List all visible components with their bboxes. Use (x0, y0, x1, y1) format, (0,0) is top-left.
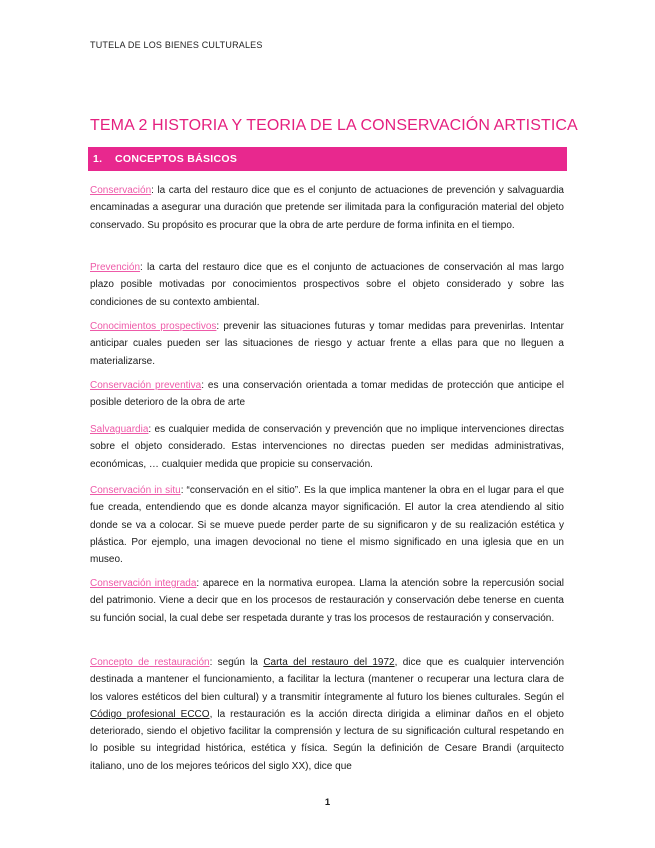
section-number: 1. (93, 153, 103, 165)
paragraph-conservacion (90, 182, 564, 234)
definition-text: : aparece en la normativa europea. Llama la atención sobre la repercusión social del patrimonio. Viene a decir que en los procesos de restauración y conservación debe tenerse en cuenta su función social, la cual debe ser respetada durante y tras los procesos de restauración y conservación. (90, 578, 564, 624)
term-prevencion: Prevención (90, 262, 141, 273)
definition-text: : es cualquier medida de conservación y prevención que no implique intervenciones directas sobre el objeto considerado. Estas intervenciones no directas pueden ser medidas administrativas, económicas, … cualquier medida que propicie su conservación. (90, 424, 564, 470)
definition-text: , dice que es cualquier intervención destinada a mantener el funcionamiento, a facilitar la lectura (mantener o recuperar una lectura clara de los valores estéticos del bien cultural) y a transmitir íntegramente al futuro los bienes culturales. Según el (90, 657, 565, 703)
paragraph-conservacion-integrada (90, 575, 564, 627)
paragraph-conocimientos-prospectivos (90, 318, 564, 370)
definition-text: : prevenir las situaciones futuras y tomar medidas para prevenirlas. Intentar anticipar cuales pueden ser las situaciones de riesgo y actuar frente a ellas para que no lleguen a materializarse. (90, 321, 564, 367)
term-conservacion-in-situ: Conservación in situ (90, 485, 181, 496)
reference-carta-del-restauro: Carta del restauro del 1972 (263, 657, 395, 668)
definition-text: : según la (209, 657, 264, 668)
running-header: TUTELA DE LOS BIENES CULTURALES (90, 40, 263, 50)
term-salvaguardia: Salvaguardia (90, 424, 149, 435)
term-conservacion-integrada: Conservación integrada (90, 578, 197, 589)
page-number: 1 (324, 797, 331, 808)
page-title: TEMA 2 HISTORIA Y TEORIA DE LA CONSERVACIÓN ARTISTICA (90, 117, 578, 134)
term-conservacion: Conservación (90, 185, 152, 196)
paragraph-salvaguardia (90, 421, 564, 473)
definition-text: : la carta del restauro dice que es el conjunto de actuaciones de conservación al mas largo plazo posible motivadas por conocimientos prospectivos sobre el objeto considerado y sobre las condiciones de su contexto ambiental. (90, 262, 564, 308)
section-label: CONCEPTOS BÁSICOS (115, 153, 238, 165)
term-concepto-de-restauracion: Concepto de restauración (90, 657, 210, 668)
paragraph-prevencion (90, 259, 564, 311)
paragraph-conservacion-preventiva (90, 377, 564, 412)
section-heading (88, 147, 567, 171)
definition-text: : la carta del restauro dice que es el conjunto de actuaciones de prevención y salvaguardia encaminadas a asegurar una duración que pretende ser ilimitada para la configuración material del objeto conservado. Su propósito es procurar que la obra de arte perdure de forma infinita en el tiempo. (90, 185, 564, 231)
definition-text: : es una conservación orientada a tomar medidas de protección que anticipe el posible deterioro de la obra de arte (90, 380, 564, 409)
definition-text: : “conservación en el sitio”. Es la que implica mantener la obra en el lugar para el que fue creada, entendiendo que es donde alcanza mayor significación. El autor la crea atendiendo al sitio donde se va a colocar. Si se mueve puede perder parte de su significaron y de su realización estética y plástica. Por ejemplo, una imagen devocional no tiene el mismo significado en una iglesia que en un museo. (90, 485, 565, 566)
definition-text: , la restauración es la acción directa dirigida a eliminar daños en el objeto deteriorado, siendo el objetivo facilitar la comprensión y lectura de su significación cultural respetando en lo posible su integridad histórica, estética y física. Según la definición de Cesare Brandi (arquitecto italiano, uno de los mejores teóricos del siglo XX), dice que (90, 708, 564, 772)
reference-codigo-profesional-ecco: Código profesional ECCO (90, 708, 210, 720)
term-conservacion-preventiva: Conservación preventiva (90, 380, 202, 391)
term-conocimientos-prospectivos: Conocimientos prospectivos (90, 321, 217, 332)
paragraph-concepto-de-restauracion (90, 654, 564, 775)
paragraph-conservacion-in-situ (90, 482, 564, 568)
